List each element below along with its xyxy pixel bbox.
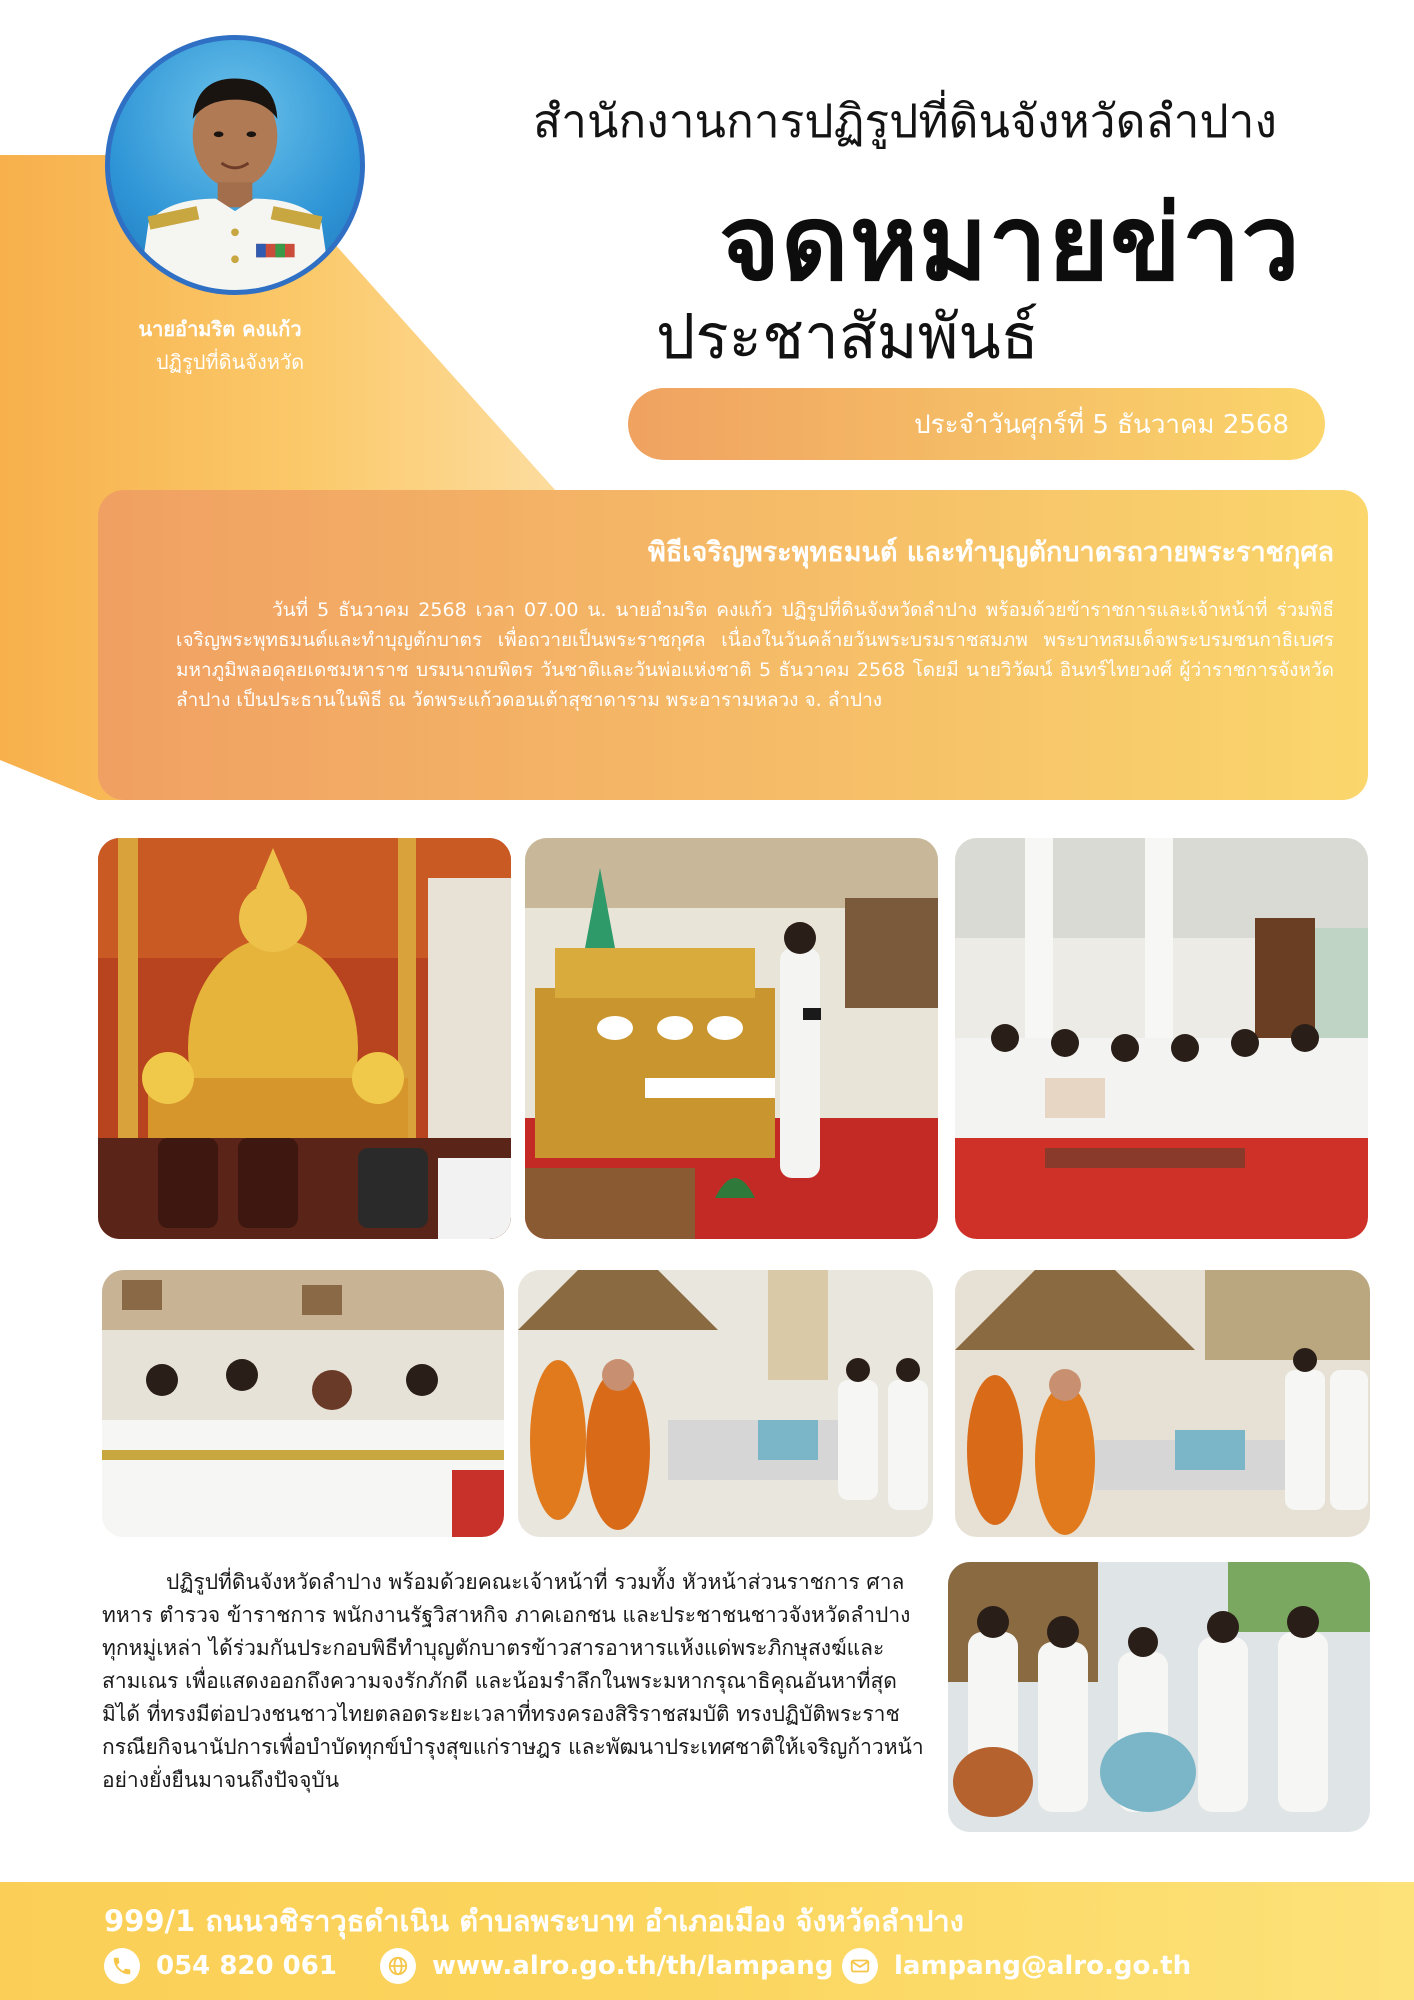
photo-alms-giving: [955, 1270, 1370, 1537]
officer-photo: [110, 40, 360, 290]
photo-officials-rows: [102, 1270, 504, 1537]
event-title: พิธีเจริญพระพุทธมนต์ และทำบุญตักบาตรถวายพระราชกุศล: [648, 537, 1334, 568]
mail-icon: [842, 1948, 878, 1984]
contact-email[interactable]: [842, 1948, 1191, 1984]
website-link[interactable]: www.alro.go.th/th/lampang: [432, 1951, 834, 1981]
photo-seated-officials: [955, 838, 1368, 1239]
office-address: 999/1 ถนนวชิราวุธดำเนิน ตำบลพระบาท อำเภอเมือง จังหวัดลำปาง: [104, 1904, 964, 1938]
event-summary-card: [98, 490, 1368, 800]
photo-altar-offering: [525, 838, 938, 1239]
contact-website[interactable]: [380, 1948, 833, 1984]
officer-title: ปฏิรูปที่ดินจังหวัด: [155, 350, 305, 374]
event-description: วันที่ 5 ธันวาคม 2568 เวลา 07.00 น. นายอำมริต คงแก้ว ปฏิรูปที่ดินจังหวัดลำปาง พร้อมด้วยข้าราชการและเจ้าหน้าที่ ร่วมพิธีเจริญพระพุทธมนต์และทำบุญตักบาตร เพื่อถวายเป็นพระราชกุศล เนื่องในวันคล้ายวันพระบรมราชสมภพ พระบาทสมเด็จพระบรมชนกาธิเบศร มหาภูมิพลอดุลยเดชมหาราช บรมนาถบพิตร วันชาติและวันพ่อแห่งชาติ 5 ธันวาคม 2568 โดยมี นายวิวัฒน์ อินทร์ไทยวงศ์ ผู้ว่าราชการจังหวัดลำปาง เป็นประธานในพิธี ณ วัดพระแก้วดอนเต้าสุชาดาราม พระอารามหลวง จ. ลำปาง: [176, 599, 1334, 711]
photo-monks-alms: [518, 1270, 933, 1537]
footer-contact-bar: [0, 1882, 1414, 2000]
phone-number: 054 820 061: [156, 1951, 337, 1981]
issue-date: ประจำวันศุกร์ที่ 5 ธันวาคม 2568: [914, 409, 1289, 440]
globe-icon: [380, 1948, 416, 1984]
office-name: สำนักงานการปฏิรูปที่ดินจังหวัดลำปาง: [533, 94, 1277, 148]
newsletter-subheadline: ประชาสัมพันธ์: [656, 300, 1039, 373]
photo-buddha-altar: [98, 838, 511, 1239]
contact-phone[interactable]: [104, 1948, 337, 1984]
phone-icon: [104, 1948, 140, 1984]
newsletter-headline: จดหมายข่าว: [719, 182, 1301, 304]
officer-portrait: [105, 35, 365, 295]
email-link[interactable]: lampang@alro.go.th: [894, 1951, 1192, 1981]
event-story-text: ปฏิรูปที่ดินจังหวัดลำปาง พร้อมด้วยคณะเจ้าหน้าที่ รวมทั้ง หัวหน้าส่วนราชการ ศาล ทหาร ตำรวจ ข้าราชการ พนักงานรัฐวิสาหกิจ ภาคเอกชน และประชาชนชาวจังหวัดลำปางทุกหมู่เหล่า ได้ร่วมกันประกอบพิธีทำบุญตักบาตรข้าวสารอาหารแห้งแด่พระภิกษุสงฆ์และสามเณร เพื่อแสดงออกถึงความจงรักภักดี และน้อมรำลึกในพระมหากรุณาธิคุณอันหาที่สุดมิได้ ที่ทรงมีต่อปวงชนชาวไทยตลอดระยะเวลาที่ทรงครองสิริราชสมบัติ ทรงปฏิบัติพระราชกรณียกิจนานัปการเพื่อบำบัดทุกข์บำรุงสุขแก่ราษฎร และพัฒนาประเทศชาติให้เจริญก้าวหน้าอย่างยั่งยืนมาจนถึงปัจจุบัน: [102, 1570, 924, 1792]
officer-name: นายอำมริต คงแก้ว: [138, 317, 302, 341]
photo-group-baskets: [948, 1562, 1370, 1832]
issue-date-pill: [628, 388, 1325, 460]
